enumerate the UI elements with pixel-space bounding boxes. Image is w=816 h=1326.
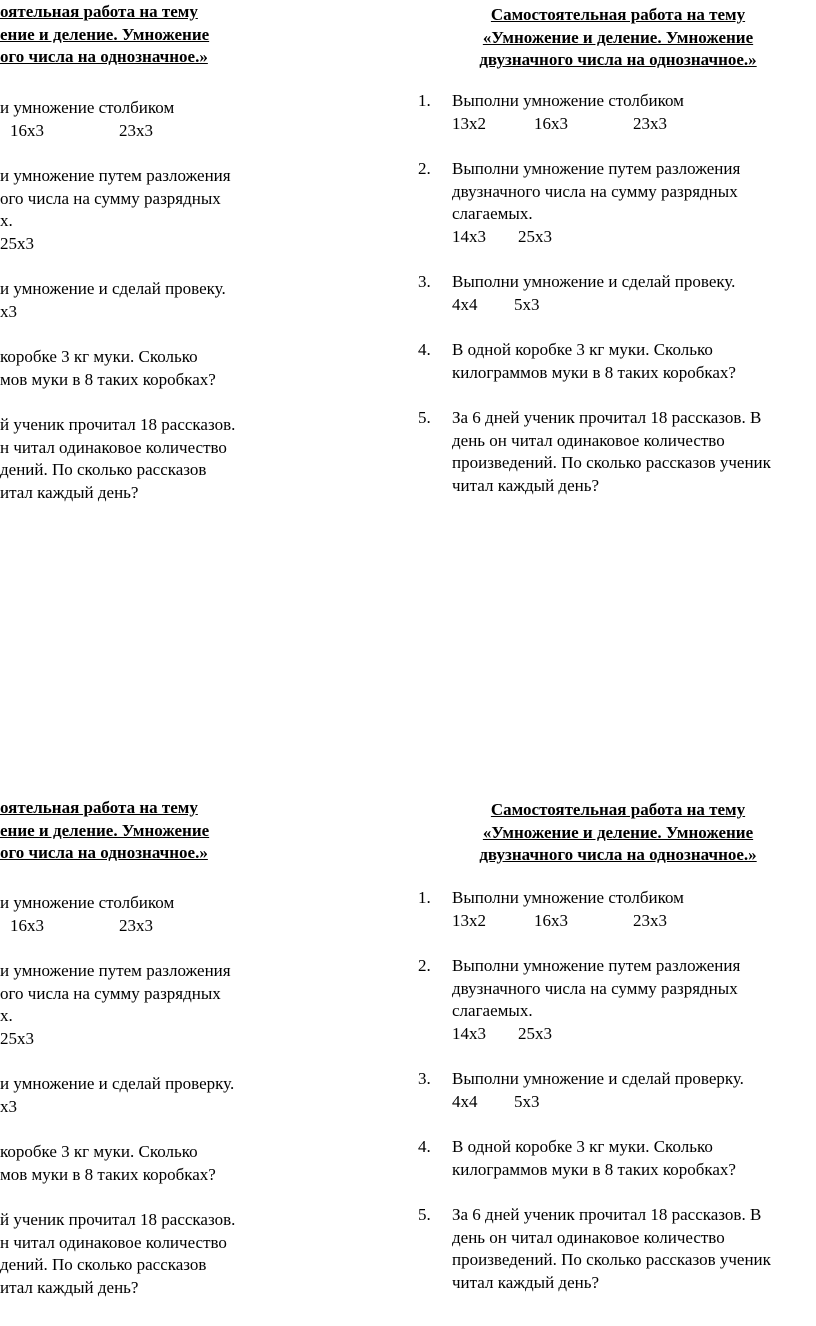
title-line: двузначного числа на однозначное.» xyxy=(479,845,757,864)
task-examples xyxy=(452,910,771,933)
example: 13х2 xyxy=(452,113,486,133)
task-number: 1. xyxy=(418,91,431,110)
task-item xyxy=(418,90,771,135)
task-text: итал каждый день? xyxy=(0,482,139,502)
example: 4х4 xyxy=(452,294,478,314)
task-number: 2. xyxy=(418,956,431,975)
task-text: слагаемых. xyxy=(452,1001,533,1020)
task-text: Выполни умножение и сделай проверку. xyxy=(452,1069,744,1088)
title-line: «Умножение и деление. Умножение xyxy=(482,27,754,47)
task-text: день он читал одинаковое количество xyxy=(452,430,725,450)
example: 25х3 xyxy=(0,233,34,253)
example: 23х3 xyxy=(633,113,667,133)
task-item xyxy=(418,407,771,497)
task-text: читал каждый день? xyxy=(452,1272,600,1292)
task-number: 4. xyxy=(418,340,431,359)
task-item xyxy=(418,158,771,248)
example: 25х3 xyxy=(518,1023,552,1043)
task-item xyxy=(418,1204,771,1294)
task-item xyxy=(0,892,235,937)
worksheet-title xyxy=(0,1,300,69)
title-line: ого числа на однозначное.» xyxy=(0,843,208,862)
task-text: Выполни умножение столбиком xyxy=(452,91,684,110)
task-item xyxy=(0,414,235,504)
task-text: килограммов муки в 8 таких коробках? xyxy=(452,362,736,382)
task-item xyxy=(0,1141,235,1186)
example: 16х3 xyxy=(10,120,44,140)
task-text: Выполни умножение и сделай провеку. xyxy=(452,272,736,291)
task-item xyxy=(418,339,771,384)
task-text: мов муки в 8 таких коробках? xyxy=(0,1164,216,1184)
task-text: коробке 3 кг муки. Сколько xyxy=(0,1142,198,1161)
task-examples xyxy=(0,1028,235,1051)
task-examples xyxy=(0,233,235,256)
task-number: 5. xyxy=(418,1205,431,1224)
task-text: килограммов муки в 8 таких коробках? xyxy=(452,1159,736,1179)
title-line: Самостоятельная работа на тему xyxy=(490,5,746,24)
example: 23х3 xyxy=(119,915,153,935)
task-text: х. xyxy=(0,1006,13,1025)
task-text: За 6 дней ученик прочитал 18 рассказов. В xyxy=(452,408,762,427)
task-number: 4. xyxy=(418,1137,431,1156)
task-examples xyxy=(452,113,771,136)
example: 14х3 xyxy=(452,1023,486,1043)
task-text: й ученик прочитал 18 рассказов. xyxy=(0,415,236,434)
task-text: й ученик прочитал 18 рассказов. xyxy=(0,1210,236,1229)
task-number: 1. xyxy=(418,888,431,907)
task-text: дений. По сколько рассказов xyxy=(0,460,207,479)
task-item xyxy=(0,346,235,391)
example: 5х3 xyxy=(514,294,540,314)
task-number: 3. xyxy=(418,272,431,291)
task-number: 3. xyxy=(418,1069,431,1088)
example: 16х3 xyxy=(10,915,44,935)
task-text: произведений. По сколько рассказов ученик xyxy=(452,1250,771,1269)
task-text: и умножение столбиком xyxy=(0,98,175,117)
title-line: ение и деление. Умножение xyxy=(0,24,210,44)
task-item xyxy=(0,1073,235,1118)
task-text: и умножение столбиком xyxy=(0,893,175,912)
title-line: двузначного числа на однозначное.» xyxy=(479,50,757,69)
task-text: день он читал одинаковое количество xyxy=(452,1227,725,1247)
worksheet-title xyxy=(0,797,300,865)
example: 16х3 xyxy=(534,910,568,930)
example: 13х2 xyxy=(452,910,486,930)
example: 16х3 xyxy=(534,113,568,133)
task-item xyxy=(418,887,771,932)
task-list xyxy=(418,90,771,497)
task-number: 5. xyxy=(418,408,431,427)
example: 23х3 xyxy=(633,910,667,930)
title-line: оятельная работа на тему xyxy=(0,2,198,21)
task-text: За 6 дней ученик прочитал 18 рассказов. В xyxy=(452,1205,762,1224)
task-text: дений. По сколько рассказов xyxy=(0,1255,207,1274)
task-item xyxy=(0,97,235,142)
task-examples xyxy=(452,294,771,317)
task-text: и умножение путем разложения xyxy=(0,961,231,980)
task-item xyxy=(0,960,235,1050)
task-text: слагаемых. xyxy=(452,204,533,223)
task-text: Выполни умножение путем разложения xyxy=(452,159,741,178)
task-text: н читал одинаковое количество xyxy=(0,437,227,457)
title-line: оятельная работа на тему xyxy=(0,798,198,817)
task-text: и умножение и сделай проверку. xyxy=(0,1074,235,1093)
example: 23х3 xyxy=(119,120,153,140)
title-line: «Умножение и деление. Умножение xyxy=(482,822,754,842)
task-examples xyxy=(452,1091,771,1114)
task-examples xyxy=(0,915,235,938)
worksheet-title xyxy=(438,4,798,72)
task-examples xyxy=(0,301,235,324)
task-item xyxy=(418,271,771,316)
example: 25х3 xyxy=(518,226,552,246)
task-item xyxy=(0,165,235,255)
task-item xyxy=(418,1068,771,1113)
example: 14х3 xyxy=(452,226,486,246)
task-text: и умножение и сделай провеку. xyxy=(0,279,226,298)
worksheet-title xyxy=(438,799,798,867)
title-line: Самостоятельная работа на тему xyxy=(490,800,746,819)
task-text: коробке 3 кг муки. Сколько xyxy=(0,347,198,366)
task-text: В одной коробке 3 кг муки. Сколько xyxy=(452,1137,713,1156)
task-item xyxy=(418,1136,771,1181)
task-list xyxy=(0,97,235,504)
task-text: х. xyxy=(0,211,13,230)
task-text: и умножение путем разложения xyxy=(0,166,231,185)
task-number: 2. xyxy=(418,159,431,178)
example: х3 xyxy=(0,1096,17,1116)
task-examples xyxy=(452,1023,771,1046)
task-text: ого числа на сумму разрядных xyxy=(0,983,221,1003)
task-text: произведений. По сколько рассказов ученик xyxy=(452,453,771,472)
task-list xyxy=(0,892,235,1299)
example: 25х3 xyxy=(0,1028,34,1048)
task-text: двузначного числа на сумму разрядных xyxy=(452,978,738,998)
example: 4х4 xyxy=(452,1091,478,1111)
task-item xyxy=(0,1209,235,1299)
title-line: ение и деление. Умножение xyxy=(0,820,210,840)
task-text: ого числа на сумму разрядных xyxy=(0,188,221,208)
task-examples xyxy=(0,1096,235,1119)
task-examples xyxy=(452,226,771,249)
task-text: читал каждый день? xyxy=(452,475,600,495)
task-examples xyxy=(0,120,235,143)
task-list xyxy=(418,887,771,1294)
task-text: мов муки в 8 таких коробках? xyxy=(0,369,216,389)
task-text: В одной коробке 3 кг муки. Сколько xyxy=(452,340,713,359)
task-text: н читал одинаковое количество xyxy=(0,1232,227,1252)
example: х3 xyxy=(0,301,17,321)
task-text: Выполни умножение столбиком xyxy=(452,888,684,907)
task-text: итал каждый день? xyxy=(0,1277,139,1297)
title-line: ого числа на однозначное.» xyxy=(0,47,208,66)
task-text: Выполни умножение путем разложения xyxy=(452,956,741,975)
task-item xyxy=(418,955,771,1045)
task-item xyxy=(0,278,235,323)
task-text: двузначного числа на сумму разрядных xyxy=(452,181,738,201)
example: 5х3 xyxy=(514,1091,540,1111)
